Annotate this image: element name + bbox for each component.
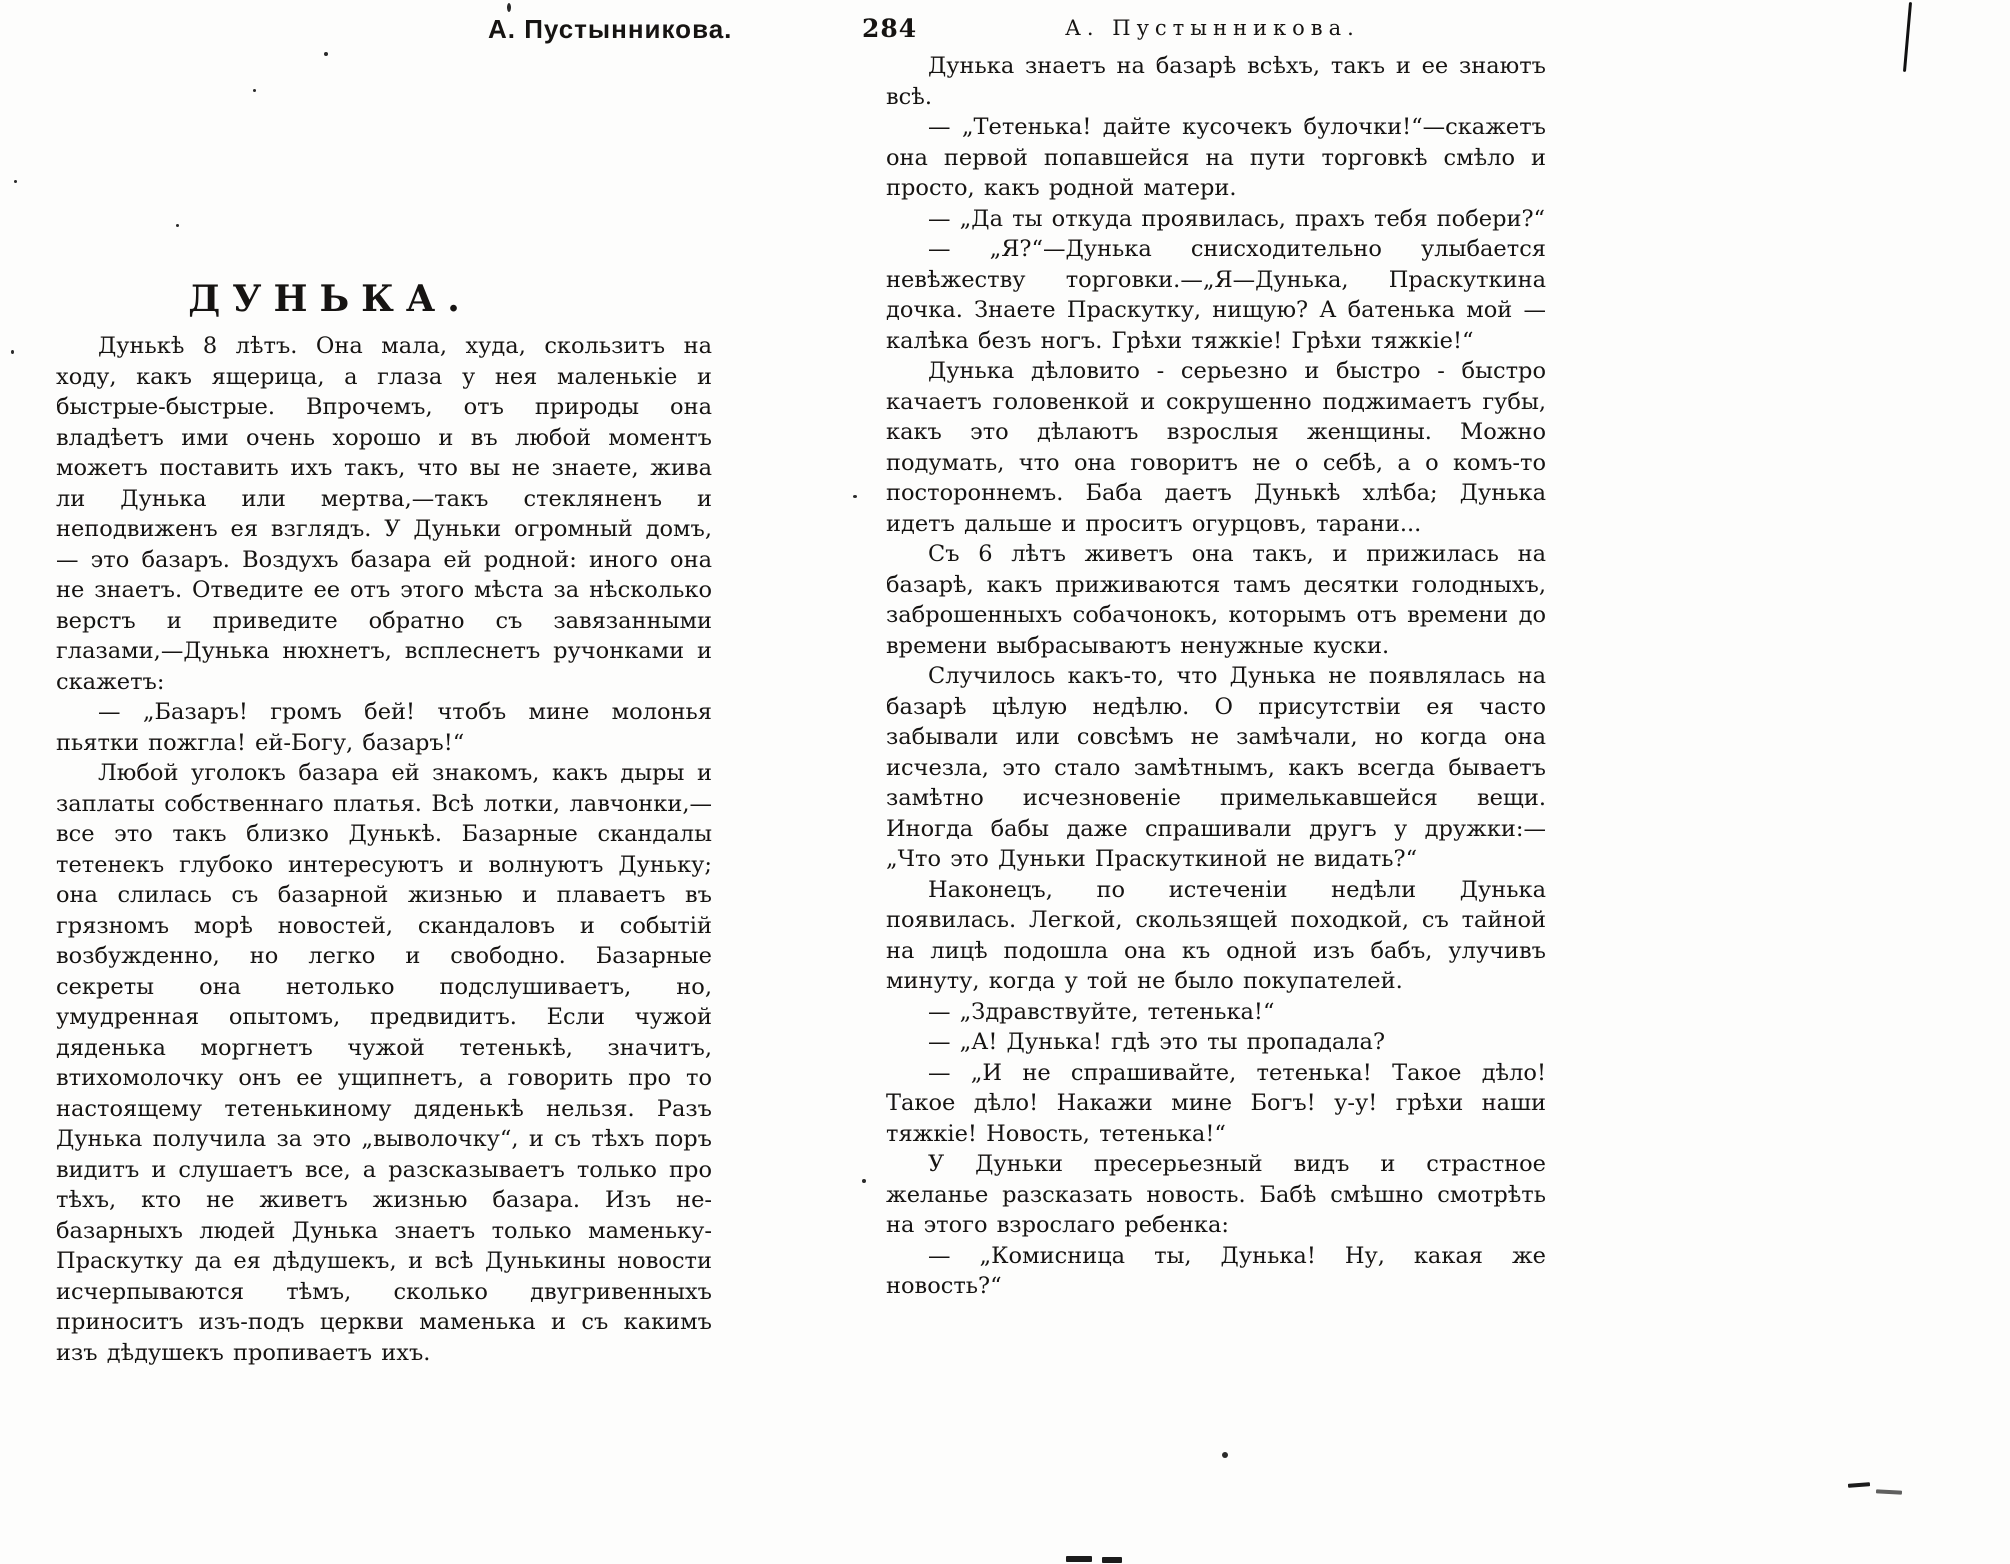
- page-number: 284: [862, 14, 918, 43]
- paragraph: Дунька знаетъ на базарѣ всѣхъ, такъ и ее знаютъ всѣ.: [886, 53, 1546, 110]
- paragraph: Дунькѣ 8 лѣтъ. Она мала, худа, скользитъ на ходу, какъ ящерица, а глаза у нея маленькіе и быстрые-быстрые. Впрочемъ, отъ природы она владѣетъ ими очень хорошо и въ любой моментъ можетъ поставить ихъ такъ, что вы не знаете, жива ли Дунька или мертва,—такъ стекляненъ и неподвиженъ ея взглядъ. У Дуньки огромный домъ, — это базаръ. Воздухъ базара ей родной: иного она не знаетъ. Отведите ее отъ этого мѣста за нѣсколько верстъ и приведите обратно съ завязанными глазами,—Дунька нюхнетъ, всплеснетъ ручонками и скажетъ:: [56, 333, 712, 695]
- ink-speck: [253, 89, 256, 92]
- story-title: ДУНЬКА.: [188, 278, 472, 320]
- ink-speck: [11, 350, 14, 354]
- dialogue-paragraph: — „А! Дунька! гдѣ это ты пропадала?: [928, 1029, 1386, 1055]
- paragraph: У Дуньки пресерьезный видъ и страстное желанье разсказать новость. Бабѣ смѣшно смотрѣть на этого взрослаго ребенка:: [886, 1151, 1546, 1238]
- dialogue-paragraph: — „И не спрашивайте, тетенька! Такое дѣло! Такое дѣло! Накажи мине Богъ! у-у! грѣхи наши тяжкіе! Новость, тетенька!“: [886, 1059, 1546, 1147]
- left-running-header: А. Пустынникова.: [488, 14, 733, 44]
- dialogue-paragraph: — „Комисница ты, Дунька! Ну, какая же новость?“: [886, 1242, 1546, 1299]
- paragraph: Любой уголокъ базара ей знакомъ, какъ дыры и заплаты собственнаго платья. Всѣ лотки, лавчонки,—все это такъ близко Дунькѣ. Базарные скандалы тетенекъ глубоко интересуютъ и волнуютъ Дуньку; она слилась съ базарной жизнью и плаваетъ въ грязномъ морѣ новостей, скандаловъ и событій возбужденно, но легко и свободно. Базарные секреты она нетолько подслушиваетъ, но, умудренная опытомъ, предвидитъ. Если чужой дяденька моргнетъ чужой тетенькѣ, значитъ, втихомолочку онъ ее ущипнетъ, а говорить про то настоящему тетенькиному дяденькѣ нельзя. Разъ Дунька получила за это „выволочку“, и съ тѣхъ поръ видитъ и слушаетъ все, а разсказываетъ только про тѣхъ, кто не живетъ жизнью базара. Изъ не-базарныхъ людей Дунька знаетъ только маменьку-Праскутку да ея дѣдушекъ, и всѣ Дунькины новости исчерпываются тѣмъ, сколько двугривенныхъ приноситъ изъ-подъ церкви маменька и съ какимъ изъ дѣдушекъ пропиваетъ ихъ.: [56, 760, 712, 1366]
- paragraph: Случилось какъ-то, что Дунька не появлялась на базарѣ цѣлую недѣлю. О присутствіи ея часто забывали или совсѣмъ не замѣчали, но когда она исчезла, это стало замѣтнымъ, какъ всегда бываетъ замѣтно исчезновеніе примелькавшейся вещи. Иногда бабы даже спрашивали другъ у дружки:—„Что это Дуньки Праскуткиной не видать?“: [886, 663, 1546, 872]
- dialogue-paragraph: — „Я?“—Дунька снисходительно улыбается невѣжеству торговки.—„Я—Дунька, Праскуткина дочка. Знаете Праскутку, нищую? А батенька мой — калѣка безъ ногъ. Грѣхи тяжкіе! Грѣхи тяжкіе!“: [886, 236, 1546, 354]
- paragraph: Съ 6 лѣтъ живетъ она такъ, и прижилась на базарѣ, какъ приживаются тамъ десятки голодныхъ, заброшенныхъ собачонокъ, которымъ отъ времени до времени выбрасываютъ ненужные куски.: [886, 541, 1546, 659]
- dialogue-paragraph: — „Базаръ! громъ бей! чтобъ мине молонья пьятки пожгла! ей-Богу, базаръ!“: [56, 699, 712, 756]
- ink-speck: [862, 1179, 866, 1183]
- left-text-column: [56, 331, 712, 1368]
- left-page: [0, 0, 790, 1564]
- ink-speck: [507, 3, 511, 12]
- dialogue-paragraph: — „Да ты откуда проявилась, прахъ тебя побери?“: [928, 205, 1546, 232]
- ink-speck: [853, 495, 857, 498]
- right-text-column: [886, 51, 1546, 1302]
- ink-speck: [14, 180, 17, 183]
- ink-speck: [324, 52, 328, 56]
- paragraph: Наконецъ, по истеченіи недѣли Дунька появилась. Легкой, скользящей походкой, съ тайной на лицѣ подошла она къ одной изъ бабъ, улучивъ минуту, когда у той не было покупателей.: [886, 876, 1546, 994]
- ink-speck: [1222, 1452, 1228, 1458]
- right-page: [820, 0, 2010, 1564]
- dialogue-paragraph: — „Здравствуйте, тетенька!“: [928, 998, 1275, 1025]
- dialogue-paragraph: — „Тетенька! дайте кусочекъ булочки!“—скажетъ она первой попавшейся на пути торговкѣ смѣло и просто, какъ родной матери.: [886, 114, 1546, 201]
- paragraph: Дунька дѣловито - серьезно и быстро - быстро качаетъ головенкой и сокрушенно поджимаетъ губы, какъ это дѣлаютъ взрослыя женщины. Можно подумать, что она говоритъ не о себѣ, а о комъ-то постороннемъ. Баба даетъ Дунькѣ хлѣба; Дунька идетъ дальше и проситъ огурцовъ, тарани...: [886, 358, 1546, 537]
- smudge-mark: [1102, 1557, 1122, 1563]
- right-running-header: А. Пустынникова.: [1065, 16, 1360, 40]
- ink-speck: [176, 224, 179, 227]
- smudge-mark: [1066, 1556, 1092, 1562]
